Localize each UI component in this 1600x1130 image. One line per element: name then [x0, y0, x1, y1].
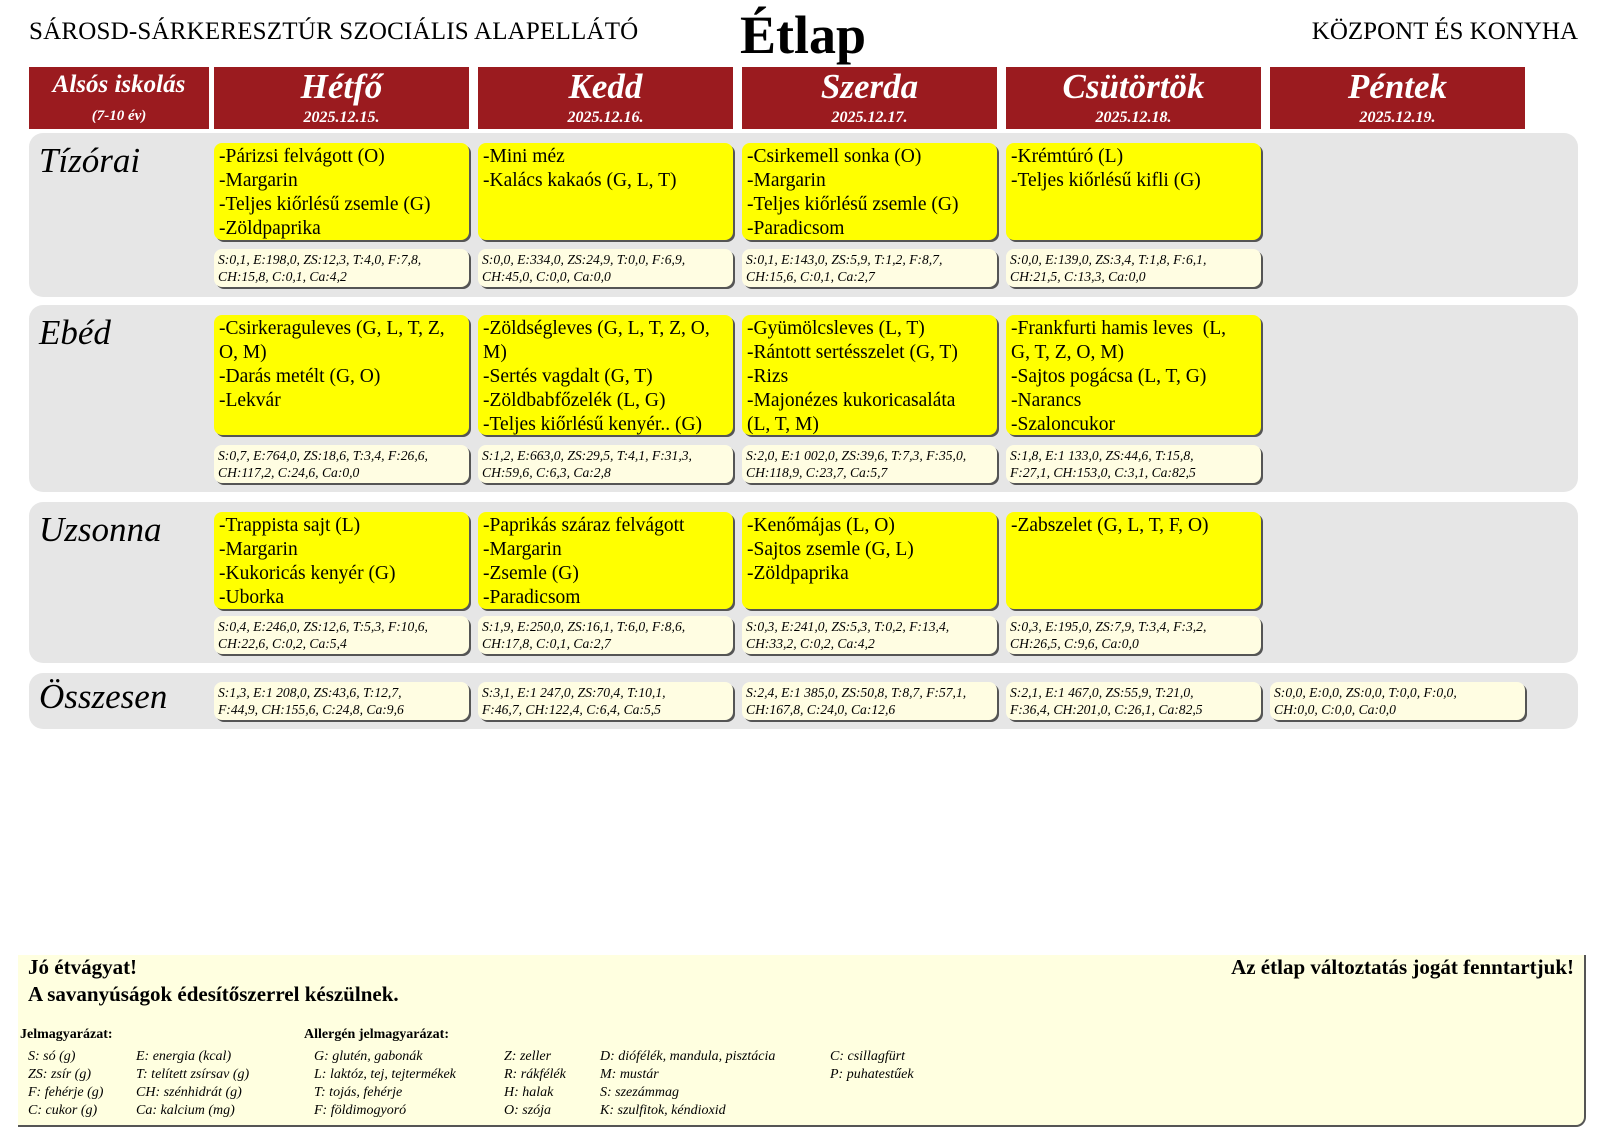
totals-cell — [1006, 682, 1261, 720]
nutrition-line: S:0,3, E:241,0, ZS:5,3, T:0,2, F:13,4, — [746, 619, 950, 634]
header-organization: SÁROSD-SÁRKERESZTÚR SZOCIÁLIS ALAPELLÁTÓ — [29, 18, 639, 45]
legend-item: E: energia (kcal) — [136, 1049, 232, 1064]
legend-item: C: csillagfürt — [830, 1049, 906, 1064]
menu-cell — [478, 143, 733, 240]
footer-disclaimer: Az étlap változtatás jogát fenntartjuk! — [1231, 955, 1574, 979]
legend-item: T: tojás, fehérje — [314, 1085, 403, 1100]
day-date: 2025.12.16. — [567, 109, 644, 126]
menu-item: -Zöldpaprika — [219, 218, 321, 239]
day-date: 2025.12.17. — [831, 109, 908, 126]
nutrition-line: CH:22,6, C:0,2, Ca:5,4 — [218, 636, 347, 651]
totals-cell — [214, 682, 469, 720]
menu-item: -Margarin — [219, 539, 298, 560]
menu-item: (L, T, M) — [747, 414, 819, 435]
nutrition-cell — [478, 445, 733, 483]
footer-note: A savanyúságok édesítőszerrel készülnek. — [28, 982, 399, 1006]
menu-item: -Kukoricás kenyér (G) — [219, 563, 396, 584]
nutrition-cell — [214, 616, 469, 654]
totals-cell — [742, 682, 997, 720]
menu-item: M) — [483, 342, 507, 363]
menu-cell — [214, 315, 469, 435]
legend-item: D: diófélék, mandula, pisztácia — [600, 1049, 776, 1064]
legend-item: S: szezámmag — [600, 1085, 679, 1100]
legend-item: F: földimogyoró — [314, 1103, 407, 1118]
meal-band-2 — [29, 305, 1578, 492]
nutrition-line: S:1,9, E:250,0, ZS:16,1, T:6,0, F:8,6, — [482, 619, 686, 634]
nutrition-cell — [742, 249, 997, 287]
legend-item: R: rákfélék — [504, 1067, 566, 1082]
menu-cell — [1006, 512, 1261, 609]
menu-item: -Paradicsom — [483, 587, 581, 608]
menu-item: -Teljes kiőrlésű zsemle (G) — [219, 194, 431, 215]
menu-item: -Csirkemell sonka (O) — [747, 146, 922, 167]
totals-line: S:3,1, E:1 247,0, ZS:70,4, T:10,1, — [482, 685, 666, 700]
menu-item: -Margarin — [219, 170, 298, 191]
menu-item: -Rántott sertésszelet (G, T) — [747, 342, 958, 363]
day-name: Kedd — [568, 67, 643, 106]
legend-item: F: fehérje (g) — [28, 1085, 104, 1100]
meal-band-1 — [29, 133, 1578, 297]
meal-band-3 — [29, 502, 1578, 663]
nutrition-cell — [742, 445, 997, 483]
header-department: KÖZPONT ÉS KONYHA — [1311, 18, 1578, 45]
legend-item: K: szulfitok, kéndioxid — [600, 1103, 726, 1118]
nutrition-cell — [742, 616, 997, 654]
nutrition-line: CH:15,6, C:0,1, Ca:2,7 — [746, 269, 875, 284]
nutrition-line: CH:15,8, C:0,1, Ca:4,2 — [218, 269, 347, 284]
nutrition-line: CH:117,2, C:24,6, Ca:0,0 — [218, 465, 360, 480]
legend-item: ZS: zsír (g) — [28, 1067, 92, 1082]
menu-cell — [214, 143, 469, 240]
meal-name: Ebéd — [39, 313, 111, 352]
menu-item: -Kenőmájas (L, O) — [747, 515, 895, 536]
nutrition-line: CH:33,2, C:0,2, Ca:4,2 — [746, 636, 875, 651]
totals-line: S:2,4, E:1 385,0, ZS:50,8, T:8,7, F:57,1, — [746, 685, 967, 700]
menu-item: -Gyümölcsleves (L, T) — [747, 318, 925, 339]
totals-name: Összesen — [39, 677, 168, 716]
menu-item: -Sertés vagdalt (G, T) — [483, 366, 653, 387]
nutrition-line: S:1,8, E:1 133,0, ZS:44,6, T:15,8, — [1010, 448, 1194, 463]
group-name: Alsós iskolás — [52, 71, 186, 98]
menu-item: G, T, Z, O, M) — [1011, 342, 1125, 363]
totals-line: F:36,4, CH:201,0, C:26,1, Ca:82,5 — [1010, 702, 1203, 717]
menu-item: -Mini méz — [483, 146, 565, 167]
nutrition-cell — [1006, 616, 1261, 654]
menu-item: O, M) — [219, 342, 267, 363]
nutrition-line: S:0,0, E:334,0, ZS:24,9, T:0,0, F:6,9, — [482, 252, 686, 267]
legend-item: S: só (g) — [28, 1049, 76, 1064]
totals-cell — [1270, 682, 1525, 720]
day-name: Csütörtök — [1062, 67, 1205, 106]
nutrition-line: CH:26,5, C:9,6, Ca:0,0 — [1010, 636, 1139, 651]
menu-item: -Darás metélt (G, O) — [219, 366, 381, 387]
menu-cell — [1006, 143, 1261, 240]
page-title: Étlap — [740, 5, 867, 65]
legend-title: Jelmagyarázat: — [20, 1027, 113, 1042]
nutrition-line: CH:17,8, C:0,1, Ca:2,7 — [482, 636, 611, 651]
menu-cell — [478, 512, 733, 609]
menu-item: -Sajtos pogácsa (L, T, G) — [1011, 366, 1207, 387]
menu-item: -Narancs — [1011, 390, 1082, 411]
menu-item: -Zsemle (G) — [483, 563, 579, 584]
menu-cell — [214, 512, 469, 609]
group-header — [29, 67, 209, 129]
menu-item: -Zöldbabfőzelék (L, G) — [483, 390, 666, 411]
nutrition-line: S:0,1, E:198,0, ZS:12,3, T:4,0, F:7,8, — [218, 252, 422, 267]
meal-name: Uzsonna — [39, 510, 162, 549]
totals-line: CH:167,8, C:24,0, Ca:12,6 — [746, 702, 896, 717]
nutrition-line: S:0,1, E:143,0, ZS:5,9, T:1,2, F:8,7, — [746, 252, 943, 267]
menu-item: -Párizsi felvágott (O) — [219, 146, 385, 167]
footer-greeting: Jó étvágyat! — [28, 955, 138, 979]
menu-cell — [478, 315, 733, 435]
day-date: 2025.12.19. — [1359, 109, 1436, 126]
nutrition-cell — [1006, 445, 1261, 483]
menu-item: -Teljes kiőrlésű zsemle (G) — [747, 194, 959, 215]
menu-item: -Paradicsom — [747, 218, 845, 239]
totals-cell — [478, 682, 733, 720]
nutrition-cell — [214, 249, 469, 287]
nutrition-cell — [214, 445, 469, 483]
day-name: Péntek — [1347, 67, 1448, 106]
nutrition-line: S:0,4, E:246,0, ZS:12,6, T:5,3, F:10,6, — [218, 619, 428, 634]
legend-item: Ca: kalcium (mg) — [136, 1103, 235, 1118]
legend-item: O: szója — [504, 1103, 552, 1118]
nutrition-line: S:0,7, E:764,0, ZS:18,6, T:3,4, F:26,6, — [218, 448, 428, 463]
menu-item: -Krémtúró (L) — [1011, 146, 1124, 167]
day-name: Szerda — [820, 67, 919, 106]
menu-item: -Majonézes kukoricasaláta — [747, 390, 956, 411]
legend-item: P: puhatestűek — [830, 1067, 914, 1082]
group-age: (7-10 év) — [91, 108, 147, 124]
menu-cell — [742, 315, 997, 435]
nutrition-line: S:1,2, E:663,0, ZS:29,5, T:4,1, F:31,3, — [482, 448, 692, 463]
day-name: Hétfő — [300, 67, 383, 106]
legend-item: H: halak — [504, 1085, 554, 1100]
totals-band — [29, 673, 1578, 729]
day-header-3 — [742, 67, 997, 129]
nutrition-line: CH:21,5, C:13,3, Ca:0,0 — [1010, 269, 1146, 284]
menu-item: -Zöldpaprika — [747, 563, 849, 584]
day-date: 2025.12.18. — [1095, 109, 1172, 126]
menu-item: -Uborka — [219, 587, 284, 608]
menu-item: -Csirkeraguleves (G, L, T, Z, — [219, 318, 445, 339]
nutrition-line: CH:118,9, C:23,7, Ca:5,7 — [746, 465, 888, 480]
totals-line: F:44,9, CH:155,6, C:24,8, Ca:9,6 — [218, 702, 404, 717]
nutrition-line: CH:45,0, C:0,0, Ca:0,0 — [482, 269, 611, 284]
menu-item: -Zabszelet (G, L, T, F, O) — [1011, 515, 1209, 536]
nutrition-cell — [478, 249, 733, 287]
nutrition-line: S:0,3, E:195,0, ZS:7,9, T:3,4, F:3,2, — [1010, 619, 1207, 634]
meal-name: Tízórai — [39, 141, 141, 180]
menu-item: -Lekvár — [219, 390, 281, 411]
day-header-4 — [1006, 67, 1261, 129]
nutrition-line: F:27,1, CH:153,0, C:3,1, Ca:82,5 — [1010, 465, 1196, 480]
menu-cell — [1006, 315, 1261, 435]
menu-item: -Paprikás száraz felvágott — [483, 515, 685, 536]
menu-cell — [742, 143, 997, 240]
menu-item: -Teljes kiőrlésű kifli (G) — [1011, 170, 1201, 191]
legend-item: Z: zeller — [504, 1049, 552, 1064]
menu-cell — [742, 512, 997, 609]
nutrition-cell — [478, 616, 733, 654]
nutrition-cell — [1006, 249, 1261, 287]
menu-item: -Sajtos zsemle (G, L) — [747, 539, 914, 560]
totals-line: S:0,0, E:0,0, ZS:0,0, T:0,0, F:0,0, — [1274, 685, 1457, 700]
legend-item: CH: szénhidrát (g) — [136, 1085, 242, 1100]
menu-item: -Szaloncukor — [1011, 414, 1115, 435]
legend-item: L: laktóz, tej, tejtermékek — [314, 1067, 456, 1082]
totals-line: S:2,1, E:1 467,0, ZS:55,9, T:21,0, — [1010, 685, 1194, 700]
allergen-legend-title: Allergén jelmagyarázat: — [304, 1027, 449, 1042]
menu-item: -Teljes kiőrlésű kenyér.. (G) — [483, 414, 703, 435]
menu-item: -Kalács kakaós (G, L, T) — [483, 170, 677, 191]
menu-item: -Margarin — [483, 539, 562, 560]
totals-line: S:1,3, E:1 208,0, ZS:43,6, T:12,7, — [218, 685, 402, 700]
totals-line: CH:0,0, C:0,0, Ca:0,0 — [1274, 702, 1396, 717]
menu-item: -Frankfurti hamis leves (L, — [1011, 318, 1226, 339]
menu-item: -Trappista sajt (L) — [219, 515, 361, 536]
day-date: 2025.12.15. — [303, 109, 380, 126]
menu-item: -Margarin — [747, 170, 826, 191]
legend-item: C: cukor (g) — [28, 1103, 98, 1118]
legend-item: G: glutén, gabonák — [314, 1049, 423, 1064]
nutrition-line: S:2,0, E:1 002,0, ZS:39,6, T:7,3, F:35,0, — [746, 448, 967, 463]
legend-item: T: telített zsírsav (g) — [136, 1067, 250, 1082]
menu-item: -Zöldségleves (G, L, T, Z, O, — [483, 318, 710, 339]
menu-item: -Rizs — [747, 366, 789, 387]
footer — [18, 955, 1586, 1127]
nutrition-line: CH:59,6, C:6,3, Ca:2,8 — [482, 465, 611, 480]
day-header-1 — [214, 67, 469, 129]
nutrition-line: S:0,0, E:139,0, ZS:3,4, T:1,8, F:6,1, — [1010, 252, 1207, 267]
totals-line: F:46,7, CH:122,4, C:6,4, Ca:5,5 — [482, 702, 661, 717]
day-header-2 — [478, 67, 733, 129]
day-header-5 — [1270, 67, 1525, 129]
legend-item: M: mustár — [600, 1067, 659, 1082]
